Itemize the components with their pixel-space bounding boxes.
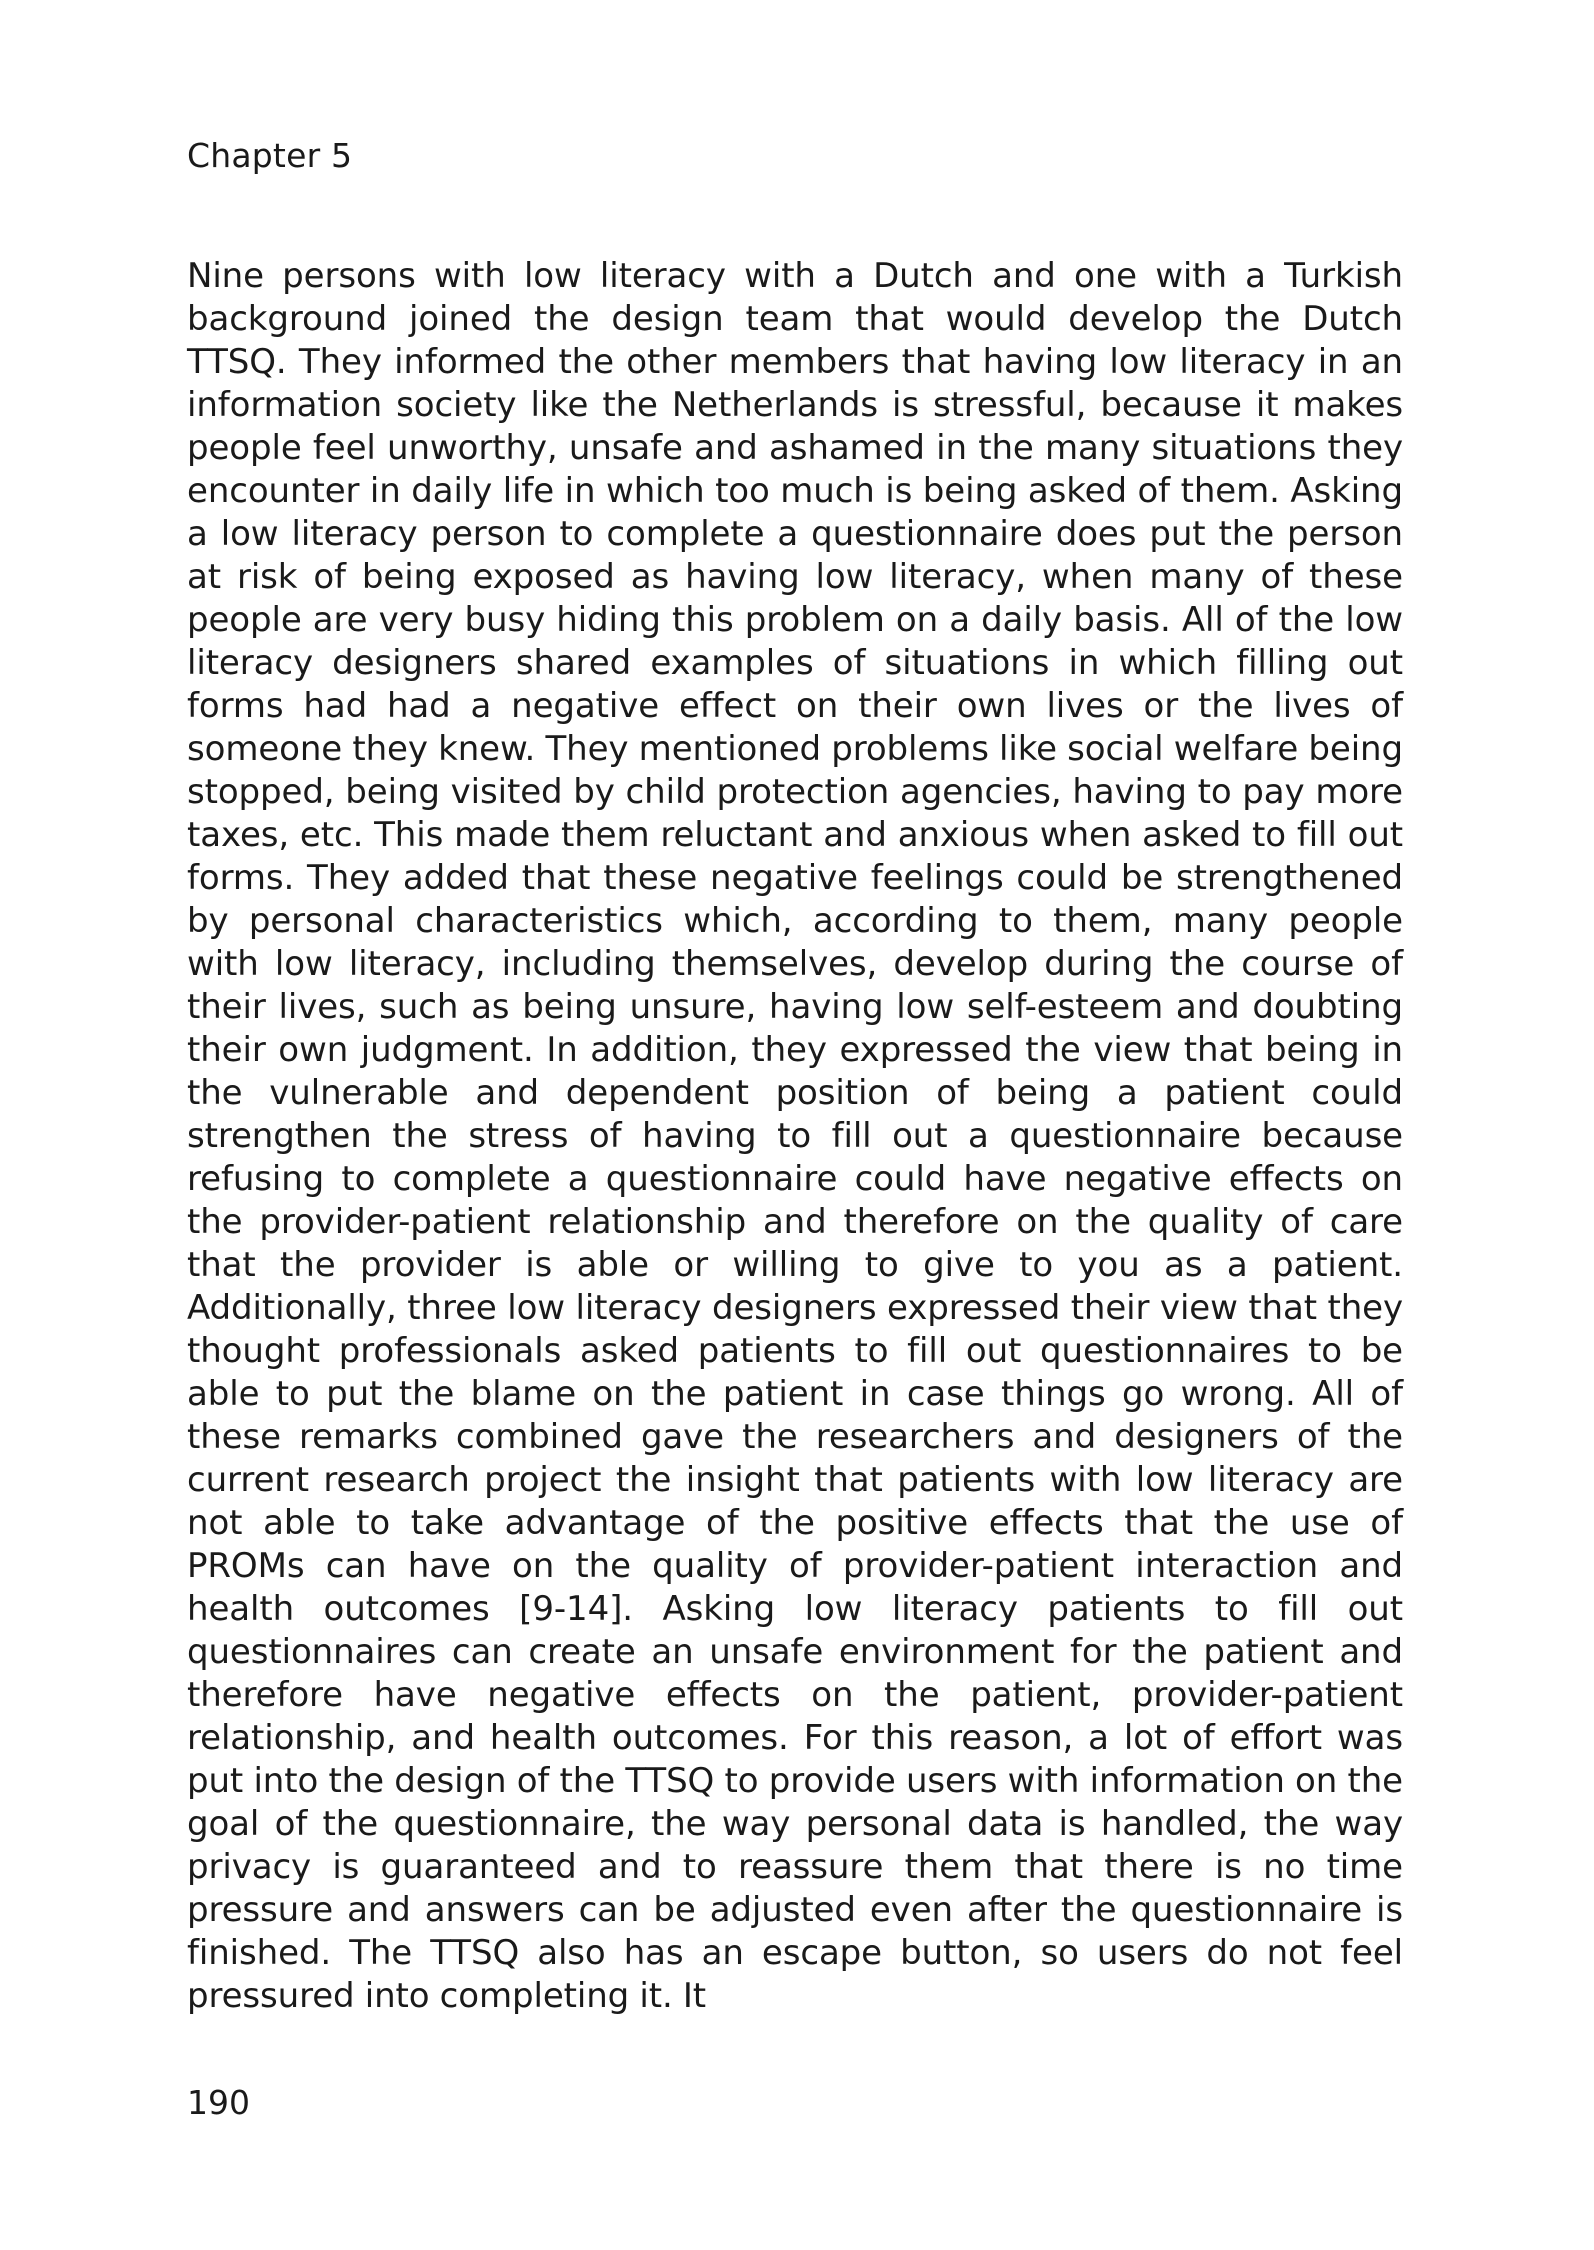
running-head-chapter: Chapter 5 xyxy=(187,136,353,175)
body-paragraph: Nine persons with low literacy with a Dutch and one with a Turkish background joined the design team that would develop the Dutch TTSQ. They informed the other members that having low literacy in an information society like the Netherlands is stressful, because it makes people feel unworthy, unsafe and ashamed in the many situations they encounter in daily life in which too much is being asked of them. Asking a low literacy person to complete a questionnaire does put the person at risk of being exposed as having low literacy, when many of these people are very busy hiding this problem on a daily basis. All of the low literacy designers shared examples of situations in which filling out forms had had a negative effect on their own lives or the lives of someone they knew. They mentioned problems like social welfare being stopped, being visited by child protection agencies, having to pay more taxes, etc. This made them reluctant and anxious when asked to fill out forms. They added that these negative feelings could be strengthened by personal characteristics which, according to them, many people with low literacy, including themselves, develop during the course of their lives, such as being unsure, having low self-esteem and doubting their own judgment. In addition, they expressed the view that being in the vulnerable and dependent position of being a patient could strengthen the stress of having to fill out a questionnaire because refusing to complete a questionnaire could have negative effects on the provider-patient relationship and therefore on the quality of care that the provider is able or willing to give to you as a patient. Additionally, three low literacy designers expressed their view that they thought professionals asked patients to fill out questionnaires to be able to put the blame on the patient in case things go wrong. All of these remarks combined gave the researchers and designers of the current research project the insight that patients with low literacy are not able to take advantage of the positive effects that the use of PROMs can have on the quality of provider-patient interaction and health outcomes [9-14]. Asking low literacy patients to fill out questionnaires can create an unsafe environment for the patient and therefore have negative effects on the patient, provider-patient relationship, and health outcomes. For this reason, a lot of effort was put into the design of the TTSQ to provide users with information on the goal of the questionnaire, the way personal data is handled, the way privacy is guaranteed and to reassure them that there is no time pressure and answers can be adjusted even after the questionnaire is finished. The TTSQ also has an escape button, so users do not feel pressured into completing it. It xyxy=(187,256,1403,2016)
page-number: 190 xyxy=(187,2083,250,2122)
